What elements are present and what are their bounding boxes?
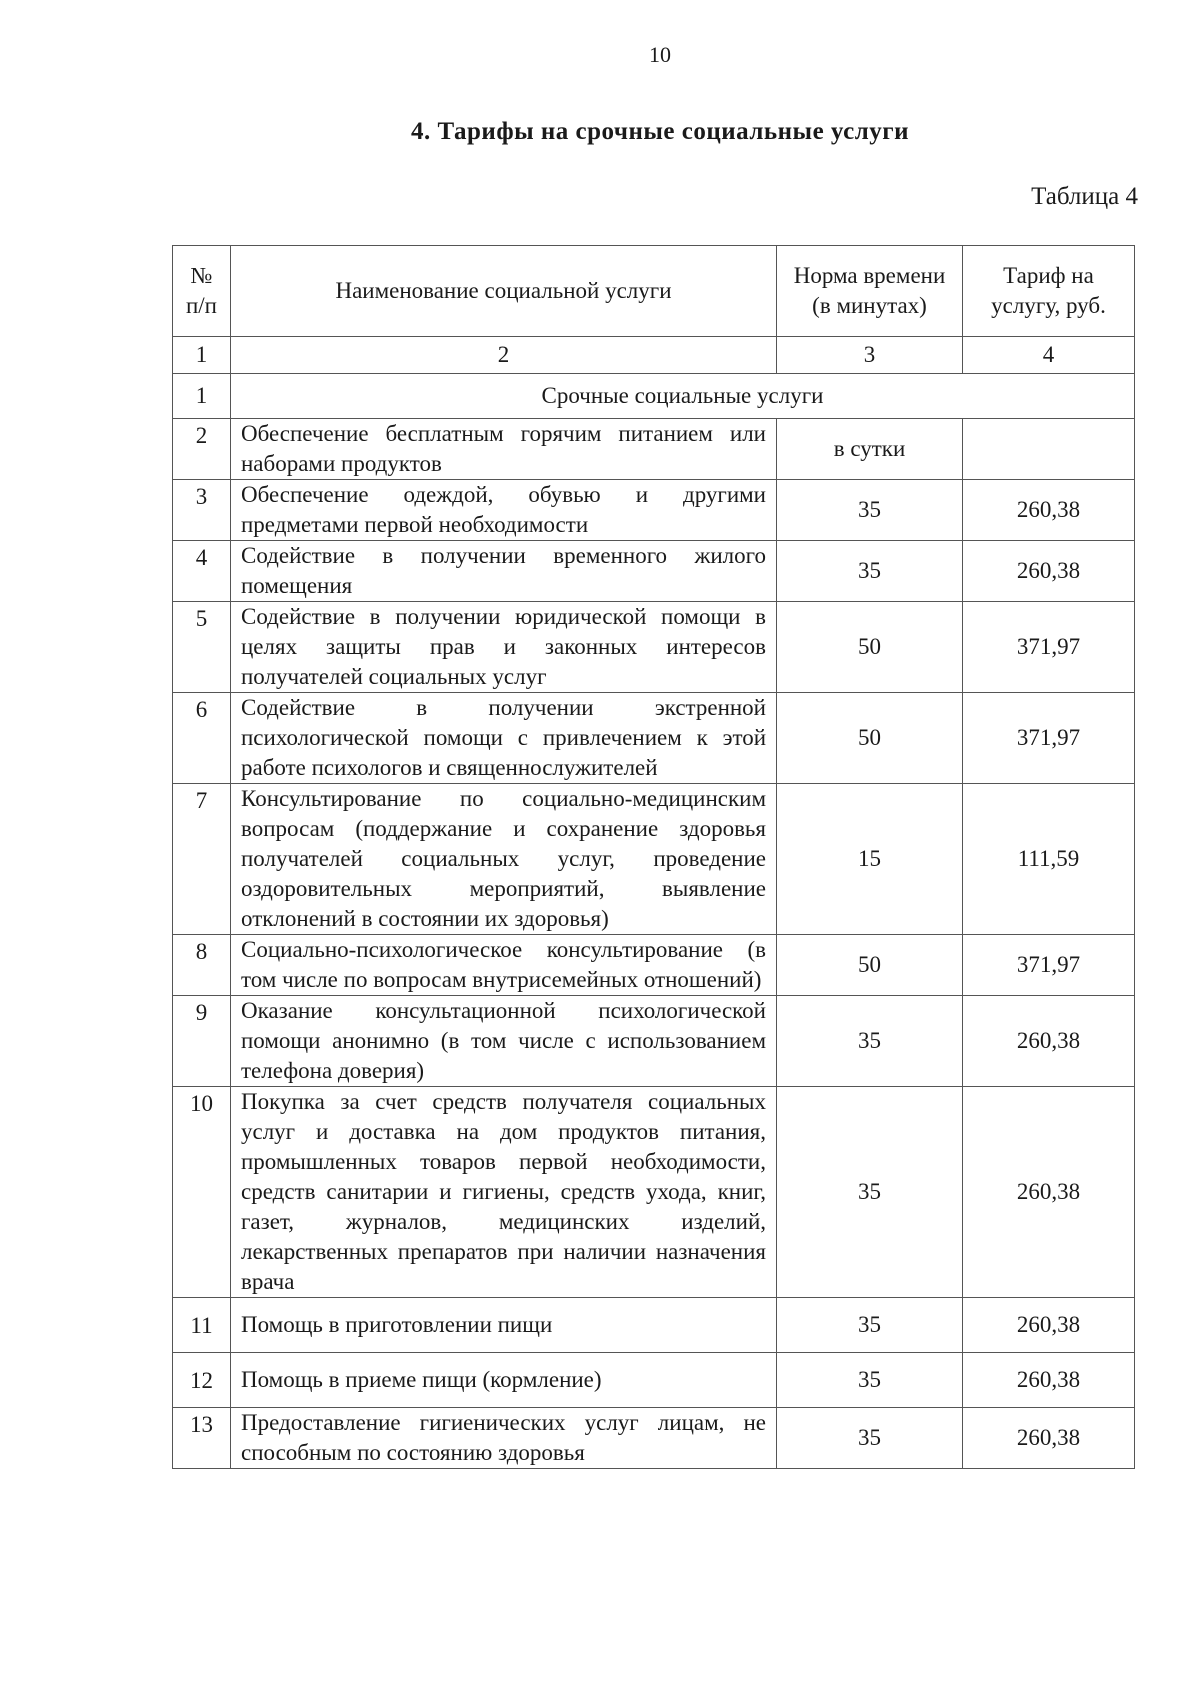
table-row — [173, 784, 1135, 935]
table-row — [173, 996, 1135, 1087]
row-tariff: 260,38 — [963, 1408, 1135, 1469]
table-row — [173, 1408, 1135, 1469]
row-service-name: Помощь в приготовлении пищи — [231, 1298, 777, 1353]
row-service-name: Социально-психологическое консультирование (в том числе по вопросам внутрисемейных отношений) — [231, 935, 777, 996]
column-index: 3 — [777, 337, 963, 374]
row-tariff: 371,97 — [963, 693, 1135, 784]
row-num: 11 — [173, 1298, 231, 1353]
row-num: 10 — [173, 1087, 231, 1298]
row-service-name: Помощь в приеме пищи (кормление) — [231, 1353, 777, 1408]
header-norm: Норма времени (в минутах) — [777, 246, 963, 337]
table-row — [173, 1298, 1135, 1353]
row-time-norm: 35 — [777, 1087, 963, 1298]
row-time-norm: 50 — [777, 693, 963, 784]
table-row — [173, 541, 1135, 602]
table-row — [173, 1087, 1135, 1298]
page-number: 10 — [649, 42, 671, 67]
header-name: Наименование социальной услуги — [231, 246, 777, 337]
row-time-norm: 35 — [777, 1408, 963, 1469]
row-num: 6 — [173, 693, 231, 784]
table-row — [173, 935, 1135, 996]
column-index-row — [173, 337, 1135, 374]
row-time-norm: 35 — [777, 1353, 963, 1408]
row-tariff: 111,59 — [963, 784, 1135, 935]
row-tariff: 260,38 — [963, 541, 1135, 602]
section-row-title: Срочные социальные услуги — [231, 374, 1135, 419]
row-time-norm: в сутки — [777, 419, 963, 480]
section-row — [173, 374, 1135, 419]
row-time-norm: 35 — [777, 996, 963, 1087]
row-time-norm: 50 — [777, 935, 963, 996]
column-index: 2 — [231, 337, 777, 374]
row-time-norm: 35 — [777, 480, 963, 541]
row-tariff: 260,38 — [963, 1353, 1135, 1408]
row-num: 13 — [173, 1408, 231, 1469]
row-time-norm: 35 — [777, 1298, 963, 1353]
row-time-norm: 15 — [777, 784, 963, 935]
row-time-norm: 50 — [777, 602, 963, 693]
row-service-name: Содействие в получении экстренной психологической помощи с привлечением к этой работе психологов и священнослужителей — [231, 693, 777, 784]
header-tariff: Тариф на услугу, руб. — [963, 246, 1135, 337]
table-row — [173, 693, 1135, 784]
row-service-name: Покупка за счет средств получателя социальных услуг и доставка на дом продуктов питания, промышленных товаров первой необходимости, средств санитарии и гигиены, средств ухода, книг, газет, журналов, медицинских изделий, лекарственных препаратов при наличии назначения врача — [231, 1087, 777, 1298]
row-tariff: 371,97 — [963, 935, 1135, 996]
row-service-name: Предоставление гигиенических услуг лицам, не способным по состоянию здоровья — [231, 1408, 777, 1469]
row-service-name: Содействие в получении юридической помощи в целях защиты прав и законных интересов получателей социальных услуг — [231, 602, 777, 693]
row-service-name: Обеспечение бесплатным горячим питанием или наборами продуктов — [231, 419, 777, 480]
row-num: 5 — [173, 602, 231, 693]
row-service-name: Консультирование по социально-медицинским вопросам (поддержание и сохранение здоровья получателей социальных услуг, проведение оздоровительных мероприятий, выявление отклонений в состоянии их здоровья) — [231, 784, 777, 935]
section-title: 4. Тарифы на срочные социальные услуги — [410, 118, 910, 145]
row-tariff: 260,38 — [963, 996, 1135, 1087]
row-num: 4 — [173, 541, 231, 602]
table-header-row — [173, 246, 1135, 337]
row-num: 2 — [173, 419, 231, 480]
row-tariff: 371,97 — [963, 602, 1135, 693]
row-service-name: Содействие в получении временного жилого помещения — [231, 541, 777, 602]
header-num: № п/п — [173, 246, 231, 337]
row-num: 9 — [173, 996, 231, 1087]
row-tariff — [963, 419, 1135, 480]
table-label: Таблица 4 — [1031, 183, 1138, 210]
row-num: 8 — [173, 935, 231, 996]
row-num: 3 — [173, 480, 231, 541]
section-row-num: 1 — [173, 374, 231, 419]
row-num: 7 — [173, 784, 231, 935]
column-index: 4 — [963, 337, 1135, 374]
tariffs-table — [172, 245, 1135, 1469]
row-num: 12 — [173, 1353, 231, 1408]
table-row — [173, 602, 1135, 693]
table-row — [173, 1353, 1135, 1408]
row-service-name: Обеспечение одеждой, обувью и другими предметами первой необходимости — [231, 480, 777, 541]
column-index: 1 — [173, 337, 231, 374]
row-tariff: 260,38 — [963, 1298, 1135, 1353]
row-tariff: 260,38 — [963, 480, 1135, 541]
row-tariff: 260,38 — [963, 1087, 1135, 1298]
table-row — [173, 419, 1135, 480]
row-service-name: Оказание консультационной психологической помощи анонимно (в том числе с использованием телефона доверия) — [231, 996, 777, 1087]
row-time-norm: 35 — [777, 541, 963, 602]
table-row — [173, 480, 1135, 541]
